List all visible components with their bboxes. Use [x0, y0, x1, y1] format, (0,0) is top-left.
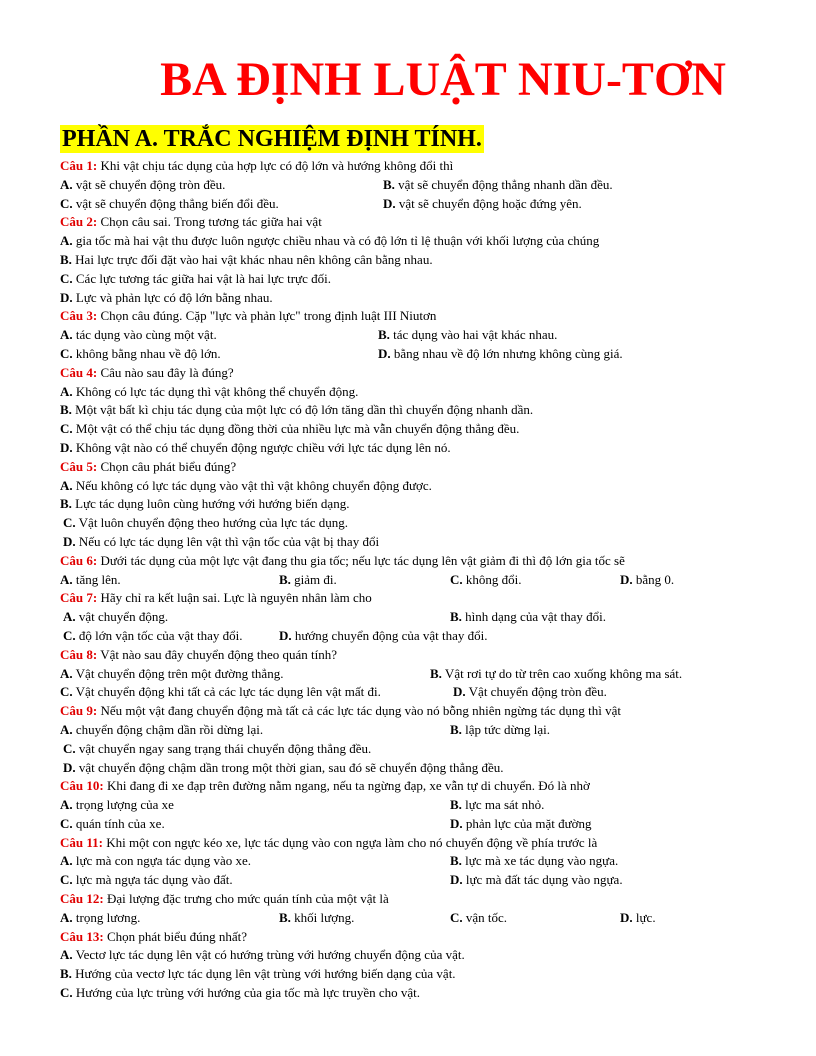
answer-row — [60, 721, 760, 740]
question-number: Câu 3: — [60, 308, 98, 324]
option-text: tác dụng vào cùng một vật. — [72, 327, 217, 343]
option-label: C. — [60, 421, 73, 437]
answer-option — [60, 232, 599, 251]
option-text: vật chuyển động. — [75, 609, 169, 625]
answer-row — [60, 796, 760, 815]
option-label: C. — [60, 195, 73, 211]
answer-option — [620, 571, 674, 590]
option-label: C. — [60, 345, 73, 361]
answer-row — [60, 627, 760, 646]
option-text: Vật chuyển động tròn đều. — [465, 684, 607, 700]
option-label: B. — [450, 853, 462, 869]
option-label: D. — [620, 909, 633, 925]
option-text: vật sẽ chuyển động thẳng nhanh dần đều. — [394, 176, 613, 192]
question-stem — [60, 364, 760, 383]
page-title: BA ĐỊNH LUẬT NIU-TƠN — [160, 53, 726, 106]
option-label: B. — [450, 721, 462, 737]
option-text: Nếu không có lực tác dụng vào vật thì vật không chuyển động được. — [72, 477, 432, 493]
question-stem — [60, 213, 760, 232]
question-text: Chọn phát biểu đúng nhất? — [103, 928, 248, 944]
option-text: Một vật có thể chịu tác dụng đồng thời của nhiều lực mà vẫn chuyển động thẳng đều. — [72, 421, 520, 437]
answer-row — [60, 176, 760, 195]
question-text: Chọn câu sai. Trong tương tác giữa hai vật — [97, 214, 322, 230]
answer-row — [60, 439, 760, 458]
question-stem — [60, 646, 760, 665]
answer-option — [279, 571, 337, 590]
question-text: Câu nào sau đây là đúng? — [97, 364, 234, 380]
option-text: lập tức dừng lại. — [461, 721, 551, 737]
option-text: chuyển động chậm dần rồi dừng lại. — [72, 721, 264, 737]
question-text: Chọn câu đúng. Cặp "lực và phản lực" trong định luật III Niutơn — [97, 308, 437, 324]
answer-option — [450, 871, 623, 890]
option-label: D. — [450, 815, 463, 831]
option-label: C. — [63, 627, 76, 643]
answer-row — [60, 759, 760, 778]
option-label: A. — [60, 909, 73, 925]
option-label: A. — [60, 571, 73, 587]
option-text: không đổi. — [462, 571, 522, 587]
answer-option — [60, 665, 283, 684]
option-label: B. — [430, 665, 442, 681]
option-text: vật chuyển động chậm dần trong một thời gian, sau đó sẽ chuyển động thẳng đều. — [75, 759, 504, 775]
question-stem — [60, 834, 760, 853]
answer-option — [279, 909, 354, 928]
option-text: hình dạng của vật thay đổi. — [461, 609, 606, 625]
answer-option — [63, 759, 503, 778]
answer-option — [450, 852, 618, 871]
answer-row — [60, 965, 760, 984]
answer-option — [60, 852, 251, 871]
answer-option — [60, 270, 331, 289]
answer-option — [60, 477, 432, 496]
option-label: A. — [60, 176, 73, 192]
option-text: lực mà con ngựa tác dụng vào xe. — [72, 853, 251, 869]
answer-option — [60, 345, 221, 364]
question-list — [60, 157, 760, 1003]
option-text: lực. — [632, 909, 656, 925]
question-number: Câu 13: — [60, 928, 104, 944]
answer-option — [430, 665, 682, 684]
option-label: C. — [450, 909, 463, 925]
answer-option — [450, 909, 507, 928]
answer-option — [620, 909, 656, 928]
option-label: D. — [279, 627, 292, 643]
section-heading: PHẦN A. TRẮC NGHIỆM ĐỊNH TÍNH. — [62, 126, 482, 152]
answer-option — [60, 815, 165, 834]
option-text: trọng lương. — [72, 909, 141, 925]
option-text: không bằng nhau về độ lớn. — [72, 345, 221, 361]
option-label: D. — [63, 533, 76, 549]
option-label: C. — [450, 571, 463, 587]
option-label: B. — [279, 571, 291, 587]
question-text: Khi một con ngực kéo xe, lực tác dụng vào con ngựa làm cho nó chuyển động về phía trước là — [102, 834, 598, 850]
option-text: Lực tác dụng luôn cùng hướng với hướng biến dạng. — [71, 496, 350, 512]
question-stem — [60, 307, 760, 326]
answer-option — [60, 420, 519, 439]
answer-row — [60, 401, 760, 420]
answer-row — [60, 533, 760, 552]
option-text: khối lượng. — [290, 909, 355, 925]
answer-option — [383, 176, 613, 195]
question-text: Chọn câu phát biểu đúng? — [97, 458, 237, 474]
question-number: Câu 5: — [60, 458, 98, 474]
answer-option — [450, 721, 550, 740]
option-label: D. — [60, 439, 73, 455]
option-label: A. — [60, 665, 73, 681]
option-text: Các lực tương tác giữa hai vật là hai lực trực đối. — [72, 270, 331, 286]
answer-row — [60, 195, 760, 214]
option-text: vật chuyển ngay sang trạng thái chuyển động thẳng đều. — [75, 740, 372, 756]
question-stem — [60, 157, 760, 176]
option-label: D. — [60, 289, 73, 305]
option-text: Vật chuyển động trên một đường thẳng. — [72, 665, 284, 681]
answer-row — [60, 495, 760, 514]
option-text: Hai lực trực đối đặt vào hai vật khác nhau nên không cân bằng nhau. — [71, 251, 433, 267]
answer-row — [60, 383, 760, 402]
question-number: Câu 8: — [60, 646, 98, 662]
option-label: B. — [378, 327, 390, 343]
option-text: vật sẽ chuyển động tròn đều. — [72, 176, 226, 192]
answer-option — [60, 176, 225, 195]
question-stem — [60, 458, 760, 477]
option-label: B. — [450, 797, 462, 813]
answer-row — [60, 683, 760, 702]
question-number: Câu 1: — [60, 158, 98, 173]
answer-option — [60, 946, 465, 965]
answer-row — [60, 608, 760, 627]
answer-row — [60, 232, 760, 251]
question-number: Câu 6: — [60, 552, 98, 568]
option-label: A. — [60, 853, 73, 869]
option-text: độ lớn vận tốc của vật thay đổi. — [75, 627, 243, 643]
answer-option — [60, 721, 263, 740]
answer-option — [450, 571, 522, 590]
option-text: Nếu có lực tác dụng lên vật thì vận tốc của vật bị thay đổi — [75, 533, 380, 549]
answer-option — [60, 383, 358, 402]
answer-row — [60, 420, 760, 439]
question-text: Vật nào sau đây chuyển động theo quán tính? — [97, 646, 338, 662]
option-label: D. — [620, 571, 633, 587]
answer-option — [450, 796, 544, 815]
option-text: quán tính của xe. — [72, 815, 165, 831]
question-number: Câu 2: — [60, 214, 98, 230]
answer-row — [60, 571, 760, 590]
question-number: Câu 11: — [60, 834, 103, 850]
option-label: D. — [450, 872, 463, 888]
question-stem — [60, 928, 760, 947]
option-text: gia tốc mà hai vật thu được luôn ngược chiều nhau và có độ lớn tỉ lệ thuận với khối lượng của chúng — [72, 233, 600, 249]
answer-option — [60, 495, 349, 514]
answer-row — [60, 270, 760, 289]
answer-row — [60, 477, 760, 496]
option-label: A. — [60, 477, 73, 493]
answer-row — [60, 852, 760, 871]
option-text: Không có lực tác dụng thì vật không thể chuyển động. — [72, 383, 359, 399]
answer-row — [60, 665, 760, 684]
option-label: B. — [450, 609, 462, 625]
option-text: vận tốc. — [462, 909, 508, 925]
option-text: Vật luôn chuyển động theo hướng của lực tác dụng. — [75, 515, 348, 531]
option-text: vật sẽ chuyển động hoặc đứng yên. — [395, 195, 582, 211]
option-label: C. — [60, 270, 73, 286]
answer-option — [60, 909, 140, 928]
question-text: Đại lượng đặc trưng cho mức quán tính của một vật là — [103, 891, 389, 907]
option-label: B. — [60, 966, 72, 982]
question-stem — [60, 589, 760, 608]
answer-option — [63, 514, 348, 533]
answer-option — [63, 608, 168, 627]
option-text: Không vật nào có thể chuyển động ngược chiều với lực tác dụng lên nó. — [72, 439, 451, 455]
option-text: bằng nhau về độ lớn nhưng không cùng giá. — [390, 345, 623, 361]
option-text: Lực và phản lực có độ lớn bằng nhau. — [72, 289, 273, 305]
option-text: Một vật bất kì chịu tác dụng của một lực có độ lớn tăng dần thì chuyển động nhanh dần. — [71, 402, 534, 418]
option-label: A. — [60, 797, 73, 813]
option-label: C. — [60, 985, 73, 1001]
answer-option — [450, 815, 592, 834]
answer-option — [378, 345, 623, 364]
option-label: D. — [378, 345, 391, 361]
answer-option — [60, 401, 533, 420]
answer-option — [60, 289, 273, 308]
answer-row — [60, 740, 760, 759]
answer-row — [60, 514, 760, 533]
answer-row — [60, 871, 760, 890]
question-stem — [60, 777, 760, 796]
option-label: D. — [63, 759, 76, 775]
answer-option — [60, 195, 279, 214]
option-label: C. — [60, 815, 73, 831]
option-label: D. — [383, 195, 396, 211]
option-text: lực ma sát nhỏ. — [461, 797, 545, 813]
answer-option — [63, 533, 379, 552]
question-number: Câu 10: — [60, 778, 104, 794]
question-text: Dưới tác dụng của một lực vật đang thu gia tốc; nếu lực tác dụng lên vật giảm đi thì độ lớn gia tốc sẽ — [97, 552, 625, 568]
answer-option — [60, 683, 381, 702]
option-text: tác dụng vào hai vật khác nhau. — [389, 327, 558, 343]
answer-row — [60, 909, 760, 928]
option-text: bằng 0. — [632, 571, 675, 587]
option-text: hướng chuyển động của vật thay đổi. — [291, 627, 488, 643]
option-label: C. — [60, 684, 73, 700]
answer-row — [60, 815, 760, 834]
question-text: Khi đang đi xe đạp trên đường nằm ngang, nếu ta ngừng đạp, xe vẫn tự di chuyển. Đó là nhờ — [103, 778, 590, 794]
answer-option — [63, 740, 371, 759]
answer-option — [383, 195, 582, 214]
option-label: A. — [60, 947, 73, 963]
option-label: D. — [453, 684, 466, 700]
option-text: Vật rơi tự do từ trên cao xuống không ma sát. — [441, 665, 683, 681]
question-number: Câu 9: — [60, 703, 98, 719]
option-label: A. — [60, 383, 73, 399]
option-label: B. — [60, 402, 72, 418]
option-label: C. — [63, 740, 76, 756]
question-text: Nếu một vật đang chuyển động mà tất cả các lực tác dụng vào nó bỗng nhiên ngừng tác dụng thì vật — [97, 703, 622, 719]
option-text: lực mà ngựa tác dụng vào đất. — [72, 872, 233, 888]
answer-option — [60, 571, 121, 590]
answer-option — [60, 871, 233, 890]
option-text: lực mà xe tác dụng vào ngựa. — [461, 853, 619, 869]
option-text: trọng lượng của xe — [72, 797, 174, 813]
option-label: A. — [63, 609, 76, 625]
answer-option — [279, 627, 488, 646]
option-text: tăng lên. — [72, 571, 121, 587]
answer-option — [450, 608, 606, 627]
question-text: Hãy chỉ ra kết luận sai. Lực là nguyên nhân làm cho — [97, 590, 372, 606]
option-label: A. — [60, 327, 73, 343]
answer-option — [60, 251, 433, 270]
answer-row — [60, 984, 760, 1003]
option-text: vật sẽ chuyển động thẳng biến đổi đều. — [72, 195, 279, 211]
question-stem — [60, 552, 760, 571]
option-label: B. — [60, 496, 72, 512]
answer-row — [60, 251, 760, 270]
option-text: Vật chuyển động khi tất cả các lực tác dụng lên vật mất đi. — [72, 684, 381, 700]
option-label: B. — [383, 176, 395, 192]
option-text: lực mà đất tác dụng vào ngựa. — [462, 872, 623, 888]
answer-option — [60, 965, 456, 984]
answer-row — [60, 345, 760, 364]
question-text: Khi vật chịu tác dụng của hợp lực có độ lớn và hướng không đổi thì — [97, 158, 454, 173]
option-label: A. — [60, 233, 73, 249]
answer-option — [453, 683, 607, 702]
answer-option — [60, 326, 217, 345]
option-text: Vectơ lực tác dụng lên vật có hướng trùng với hướng chuyển động của vật. — [72, 947, 465, 963]
answer-row — [60, 326, 760, 345]
option-label: A. — [60, 721, 73, 737]
option-text: Hướng của vectơ lực tác dụng lên vật trùng với hướng biến dạng của vật. — [71, 966, 456, 982]
answer-option — [60, 984, 420, 1003]
option-text: giảm đi. — [290, 571, 337, 587]
option-text: phản lực của mặt đường — [462, 815, 592, 831]
question-number: Câu 4: — [60, 364, 98, 380]
option-label: C. — [63, 515, 76, 531]
answer-option — [60, 796, 174, 815]
answer-option — [60, 439, 451, 458]
question-stem — [60, 702, 760, 721]
answer-row — [60, 289, 760, 308]
question-number: Câu 7: — [60, 590, 98, 606]
option-label: B. — [279, 909, 291, 925]
option-label: B. — [60, 251, 72, 267]
answer-option — [378, 326, 557, 345]
answer-row — [60, 946, 760, 965]
question-stem — [60, 890, 760, 909]
answer-option — [63, 627, 242, 646]
option-text: Hướng của lực trùng với hướng của gia tốc mà lực truyền cho vật. — [72, 985, 420, 1001]
option-label: C. — [60, 872, 73, 888]
question-number: Câu 12: — [60, 891, 104, 907]
